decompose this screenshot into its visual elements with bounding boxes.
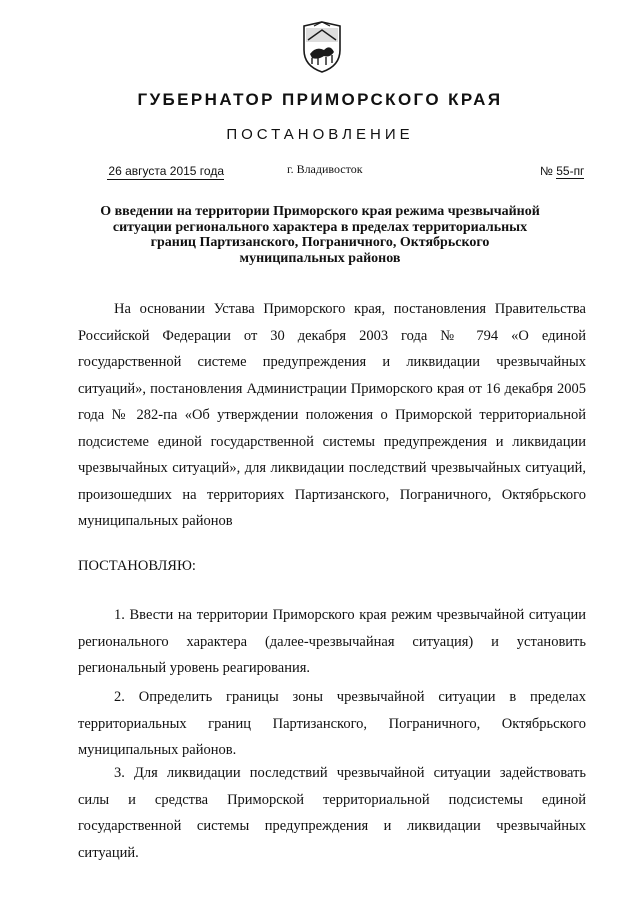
document-type: ПОСТАНОВЛЕНИЕ [226, 126, 414, 143]
list-item: 3. Для ликвидации последствий чрезвычайной ситуации задействовать силы и средства Приморской территориальной подсистемы единой государственной системы предупреждения и ликвидации чрезвычайных ситуаций. [78, 765, 586, 861]
list-item: 2. Определить границы зоны чрезвычайной ситуации в пределах территориальных границ Партизанского, Пограничного, Октябрьского муниципальных районов. [78, 689, 586, 758]
document-heading: О введении на территории Приморского края режима чрезвычайной ситуации регионального характера в пределах территориальных границ Партизанского, Пограничного, Октябрьского муниципальных районов [100, 204, 540, 266]
authority-title: ГУБЕРНАТОР ПРИМОРСКОГО КРАЯ [137, 90, 503, 109]
number-value: 55-пг [556, 164, 585, 178]
list-item: 1. Ввести на территории Приморского края режим чрезвычайной ситуации регионального характера (далее-чрезвычайная ситуация) и установить региональный уровень реагирования. [78, 607, 586, 676]
document-city: г. Владивосток [287, 162, 363, 176]
number-prefix: № [540, 164, 553, 178]
decree-word: ПОСТАНОВЛЯЮ: [78, 558, 196, 574]
document-date: 26 августа 2015 года [108, 164, 224, 178]
document-number [540, 164, 584, 178]
intro-paragraph: На основании Устава Приморского края, постановления Правительства Российской Федерации от 30 декабря 2003 года № 794 «О единой государственной системе предупреждения и ликвидации чрезвычайных ситуаций», постановления Администрации Приморского края от 16 декабря 2005 года № 282-па «Об утверждении положения о Приморской территориальной подсистеме единой государственной системы предупреждения и ликвидации чрезвычайных ситуаций», для ликвидации последствий чрезвычайных ситуаций, произошедших на территориях Партизанского, Пограничного, Октябрьского муниципальных районов [78, 301, 586, 529]
coat-of-arms-icon [300, 20, 344, 74]
